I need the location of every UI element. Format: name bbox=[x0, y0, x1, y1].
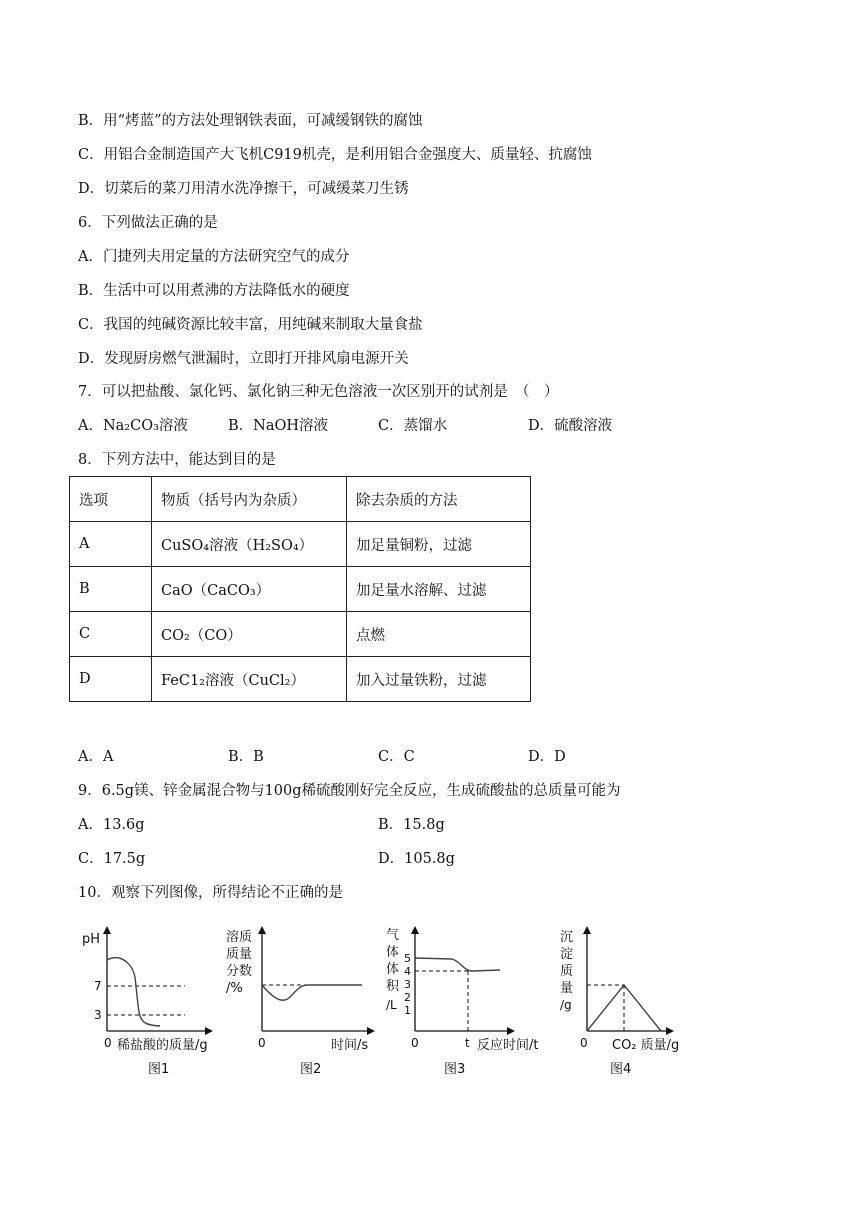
q9-option-a: A．13.6g bbox=[78, 817, 145, 833]
y-axis-label-line: /% bbox=[226, 981, 243, 996]
tick-label: 3 bbox=[404, 978, 411, 991]
figure-2-caption: 图2 bbox=[300, 1062, 322, 1077]
q5-option-c: C．用铝合金制造国产大飞机C919机壳，是利用铝合金强度大、质量轻、抗腐蚀 bbox=[78, 147, 592, 163]
gas-volume-curve bbox=[415, 958, 500, 971]
x-axis-label: CO₂ 质量/g bbox=[612, 1038, 680, 1053]
origin-label: 0 bbox=[580, 1036, 588, 1050]
q9-option-d: D．105.8g bbox=[378, 851, 455, 867]
q8-table bbox=[69, 476, 531, 702]
q6-option-b: B．生活中可以用煮沸的方法降低水的硬度 bbox=[78, 283, 350, 299]
table-cell: 加足量水溶解、过滤 bbox=[347, 567, 531, 612]
figure-4 bbox=[556, 925, 696, 1060]
table-cell: A bbox=[70, 522, 152, 567]
q7-option-a: A．Na₂CO₃溶液 bbox=[78, 418, 188, 434]
y-axis-label: pH bbox=[82, 932, 101, 947]
table-cell: C bbox=[70, 612, 152, 657]
y-axis-arrow bbox=[411, 926, 419, 934]
x-axis-arrow bbox=[205, 1027, 213, 1035]
ph-curve bbox=[107, 958, 160, 1026]
q8-option-d: D．D bbox=[528, 749, 566, 765]
table-header-cell: 除去杂质的方法 bbox=[347, 477, 531, 522]
tick-label: 1 bbox=[404, 1004, 411, 1017]
y-axis-label-line: 量 bbox=[560, 981, 574, 996]
table-cell: B bbox=[70, 567, 152, 612]
q6-option-c: C．我国的纯碱资源比较丰富，用纯碱来制取大量食盐 bbox=[78, 317, 423, 333]
tick-label-7: 7 bbox=[94, 979, 102, 993]
table-row bbox=[70, 657, 531, 702]
y-axis-label-line: 沉 bbox=[560, 930, 574, 945]
y-axis-label-line: /L bbox=[386, 998, 397, 1012]
y-axis-label-line: 质 bbox=[560, 964, 574, 979]
q7-option-b: B．NaOH溶液 bbox=[228, 418, 329, 434]
figure-2 bbox=[222, 925, 382, 1060]
table-cell: D bbox=[70, 657, 152, 702]
y-axis-arrow bbox=[583, 926, 591, 934]
q9-option-b: B．15.8g bbox=[378, 817, 445, 833]
x-axis-label: 反应时间/t bbox=[477, 1038, 539, 1053]
y-axis-label-line: 质量 bbox=[226, 947, 253, 962]
y-axis-label-line: 积 bbox=[386, 979, 400, 994]
q10-stem: 10．观察下列图像，所得结论不正确的是 bbox=[78, 885, 343, 901]
q5-option-d: D．切菜后的菜刀用清水洗净擦干，可减缓菜刀生锈 bbox=[78, 181, 409, 197]
table-cell: 加足量铜粉，过滤 bbox=[347, 522, 531, 567]
table-cell: CuSO₄溶液（H₂SO₄） bbox=[152, 522, 347, 567]
table-header-cell: 物质（括号内为杂质） bbox=[152, 477, 347, 522]
table-row bbox=[70, 567, 531, 612]
q5-option-b: B．用“烤蓝”的方法处理钢铁表面，可减缓钢铁的腐蚀 bbox=[78, 113, 423, 129]
origin-label: 0 bbox=[411, 1036, 419, 1050]
tick-label-3: 3 bbox=[94, 1008, 102, 1022]
q8-option-b: B．B bbox=[228, 749, 264, 765]
table-header-row bbox=[70, 477, 531, 522]
table-header-cell: 选项 bbox=[70, 477, 152, 522]
y-axis-label-line: /g bbox=[560, 998, 572, 1012]
tick-label: 4 bbox=[404, 965, 411, 978]
table-cell: 加入过量铁粉，过滤 bbox=[347, 657, 531, 702]
table-row bbox=[70, 612, 531, 657]
q9-stem: 9．6.5g镁、锌金属混合物与100g稀硫酸刚好完全反应，生成硫酸盐的总质量可能为 bbox=[78, 783, 621, 799]
figure-1 bbox=[80, 925, 230, 1060]
table-cell: CO₂（CO） bbox=[152, 612, 347, 657]
x-axis-arrow bbox=[507, 1027, 515, 1035]
figure-3-caption: 图3 bbox=[444, 1062, 466, 1077]
q6-stem: 6．下列做法正确的是 bbox=[78, 215, 218, 231]
x-axis-label: 稀盐酸的质量/g bbox=[117, 1038, 208, 1053]
y-axis-arrow bbox=[258, 926, 266, 934]
figure-1-caption: 图1 bbox=[148, 1062, 170, 1077]
origin-label: 0 bbox=[258, 1036, 266, 1050]
y-axis-label-line: 气 bbox=[386, 928, 400, 943]
q7-option-c: C．蒸馏水 bbox=[378, 418, 448, 434]
tick-label: 2 bbox=[404, 991, 411, 1004]
table-cell: CaO（CaCO₃） bbox=[152, 567, 347, 612]
x-axis-label: 时间/s bbox=[331, 1038, 369, 1053]
q7-option-d: D．硫酸溶液 bbox=[528, 418, 613, 434]
table-cell: FeC1₂溶液（CuCl₂） bbox=[152, 657, 347, 702]
q8-stem: 8．下列方法中，能达到目的是 bbox=[78, 452, 276, 468]
q6-option-a: A．门捷列夫用定量的方法研究空气的成分 bbox=[78, 249, 350, 265]
q9-option-c: C．17.5g bbox=[78, 851, 146, 867]
table-cell: 点燃 bbox=[347, 612, 531, 657]
q8-option-c: C．C bbox=[378, 749, 415, 765]
y-axis-label-line: 分数 bbox=[226, 964, 253, 979]
concentration-curve bbox=[262, 985, 362, 1000]
origin-label: 0 bbox=[104, 1036, 112, 1050]
t-label: t bbox=[465, 1036, 470, 1050]
figure-3 bbox=[382, 925, 552, 1060]
x-axis-arrow bbox=[666, 1027, 674, 1035]
q6-option-d: D．发现厨房燃气泄漏时，立即打开排风扇电源开关 bbox=[78, 351, 409, 367]
q8-option-a: A．A bbox=[78, 749, 114, 765]
x-axis-arrow bbox=[367, 1027, 375, 1035]
figure-4-caption: 图4 bbox=[610, 1062, 632, 1077]
q7-stem: 7．可以把盐酸、氯化钙、氯化钠三种无色溶液一次区别开的试剂是 （ ） bbox=[78, 384, 559, 400]
y-axis-label-line: 淀 bbox=[560, 947, 574, 962]
y-axis-label-line: 体 bbox=[386, 945, 400, 960]
table-row bbox=[70, 522, 531, 567]
y-axis-label-line: 体 bbox=[386, 962, 400, 977]
y-axis-label-line: 溶质 bbox=[226, 930, 253, 945]
y-axis-arrow bbox=[103, 926, 111, 934]
tick-label: 5 bbox=[404, 952, 411, 965]
